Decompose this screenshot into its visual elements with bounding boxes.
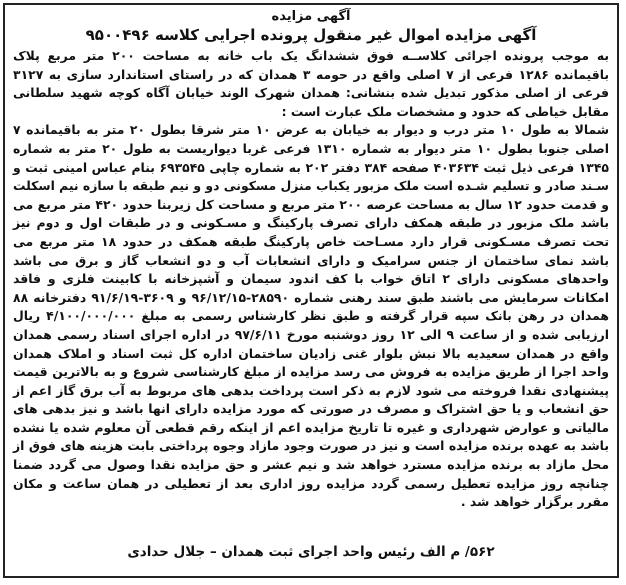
notice-frame bbox=[3, 3, 619, 578]
notice-kicker: آگهی مزایده bbox=[271, 9, 351, 24]
notice-paragraph-1: به موجب پرونده اجرائی کلاســه فوق ششدانگ یک باب خانه به مساحت ۲۰۰ متر مربع پلاک باقیمانده ۱۲۸۶ فرعی از ۷ اصلی واقع در حومه ۳ همدان که در راستای استاندارد سازی به ۳۱۲۷ فرعی از اصلی مذکور تبدیل شده بنشانی: همدان شهرک الوند خیابان آگاه کوچه شهید سلطانی مقابل خیاطی که حدود و مشخصات ملک عبارت است : bbox=[13, 48, 610, 119]
notice-signature: ۵۶۲/ م الف رئیس واحد اجرای ثبت همدان – جلال حدادی bbox=[127, 544, 495, 560]
notice-body bbox=[13, 47, 609, 512]
notice-paragraph-2: شمالا به طول ۱۰ متر درب و دیوار به خیابان به عرض ۱۰ متر شرقا بطول ۲۰ متر به باقیمانده ۷ اصلی جنوبا بطول ۱۰ متر دیوار به شماره ۱۳۱۰ فرعی غربا دیواریست به طول ۲۰ متر به شماره ۱۳۴۵ فرعی ذیل ثبت ۴۰۳۶۳۴ صفحه ۳۸۴ دفتر ۲۰۲ به شماره چاپی ۶۹۳۵۴۵ بنام عباس امینی ثبت و سـند صادر و تسلیم شـده است ملک مزبور یکباب منزل مسکونی دو و نیم طبقه با سازه نیم اسکلت و قدمت حدود ۱۲ سال به مساحت عرصه ۲۰۰ متر مربع و مساحت کل زیربنا حدود ۴۲۰ متر مربع می باشد ملک مزبور در طبقه همکف دارای تصرف پارکینگ و مسـکونی و در طبقات اول و دوم نیز تحت تصرف مسـکونی قرار دارد مسـاحت خاص پارکینگ طبقه همکف در حدود ۱۸ متر مربع می باشد نمای ساختمان از جنس سرامیک و دارای انشعابات آب و دو انشعاب گاز و برق می باشد واحدهای مسکونی دارای ۲ اتاق خواب با کف اندود سیمان و آشپزخانه با کابینت فلزی و فاقد امکانات سرمایش می باشند طبق سند رهنی شماره ۲۸۵۹۰-۹۶/۱۲/۱۵ و ۳۶۰۹-۹۱/۶/۱۹ دفترخانه ۸۸ همدان در رهن بانک سپه قرار گرفته و طبق نظر کارشناس رسمی به مبلغ ۴/۱۰۰/۰۰۰/۰۰۰ ریال ارزیابی شده و از ساعت ۹ الی ۱۲ روز دوشنبه مورخ ۹۷/۶/۱۱ در اداره اجرای اسناد رسمی همدان واقع در همدان سعیدیه بالا نبش بلوار غنی زادیان ساختمان اداره کل ثبت اسناد و املاک همدان واحد اجرا از طریق مزایده به فروش می رسد مزایده از مبلغ کارشناسی شروع و به بالاترین قیمت پیشنهادی نقدا فروخته می شود لازم به ذکر است پرداخت بدهی های مربوط به آب برق گاز اعم از حق انشعاب و یا حق اشتراک و مصرف در صورتی که مورد مزایده دارای انها باشد و نیز بدهی های مالیاتی و عوارض شهرداری و غیره تا تاریخ مزایده اعم از اینکه رقم قطعی آن معلوم شده یا نشده باشد به عهده برنده مزایده است و نیز در صورت وجود مازاد وجوه پرداختی بابت هزینه های فوق از محل مازاد به برنده مزایده مسترد خواهد شد و نیم عشر و حق مزایده نقدا وصول می گردد ضمنا چنانچه روز مزایده تعطیل رسمی گردد مزایده روز اداری بعد از تعطیلی در همان ساعت و مکان مقرر برگزار خواهد شد . bbox=[13, 122, 610, 510]
notice-title: آگهی مزایده اموال غیر منقول پرونده اجرایی کلاسه ۹۵۰۰۴۹۶ bbox=[85, 26, 537, 44]
